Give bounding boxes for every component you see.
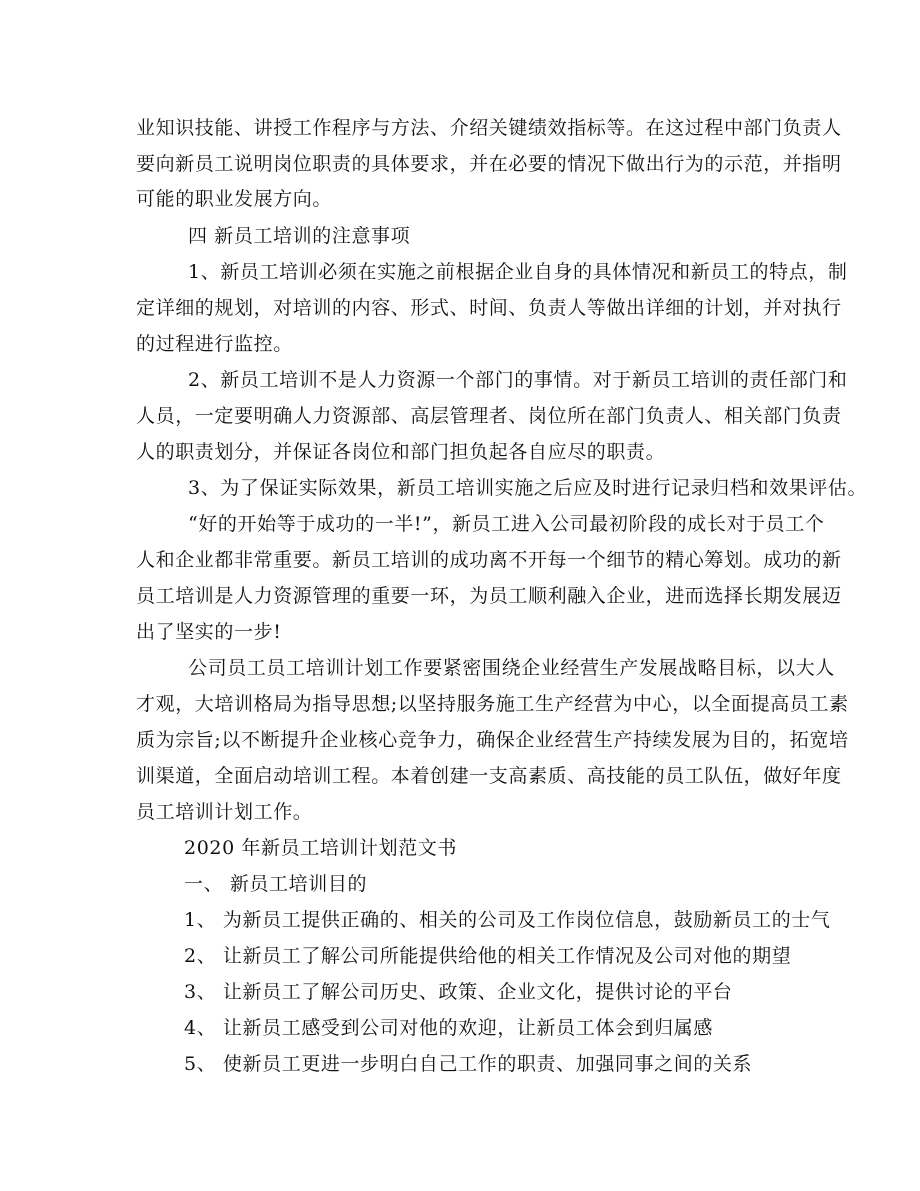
text-line: 公司员工员工培训计划工作要紧密围绕企业经营生产发展战略目标，以大人 [188,657,835,679]
text-line: 质为宗旨;以不断提升企业核心竞争力，确保企业经营生产持续发展为目的，拓宽培 [136,729,849,751]
text-line: 训渠道，全面启动培训工程。本着创建一支高素质、高技能的员工队伍，做好年度 [136,765,842,787]
text-line: 的过程进行监控。 [136,333,293,355]
section-heading: 四 新员工培训的注意事项 [188,225,411,247]
text-line: 3、为了保证实际效果，新员工培训实施之后应及时进行记录归档和效果评估。 [188,477,868,499]
list-item: 3、 让新员工了解公司历史、政策、企业文化，提供讨论的平台 [184,981,733,1003]
list-item: 4、 让新员工感受到公司对他的欢迎，让新员工体会到归属感 [184,1017,713,1039]
section-heading: 一、 新员工培训目的 [184,873,368,895]
document-title: 2020 年新员工培训计划范文书 [184,837,457,859]
text-line: 定详细的规划，对培训的内容、形式、时间、负责人等做出详细的计划，并对执行 [136,297,842,319]
list-item: 5、 使新员工更进一步明白自己工作的职责、加强同事之间的关系 [184,1053,753,1075]
list-item: 2、 让新员工了解公司所能提供给他的相关工作情况及公司对他的期望 [184,945,792,967]
text-line: 2、新员工培训不是人力资源一个部门的事情。对于新员工培训的责任部门和 [188,369,848,391]
text-line: “好的开始等于成功的一半!”，新员工进入公司最初阶段的成长对于员工个 [188,513,825,535]
text-line: 人和企业都非常重要。新员工培训的成功离不开每一个细节的精心筹划。成功的新 [136,549,842,571]
text-line: 业知识技能、讲授工作程序与方法、介绍关键绩效指标等。在这过程中部门负责人 [136,117,842,139]
list-item: 1、 为新员工提供正确的、相关的公司及工作岗位信息，鼓励新员工的士气 [184,909,831,931]
text-line: 要向新员工说明岗位职责的具体要求，并在必要的情况下做出行为的示范，并指明 [136,153,842,175]
text-line: 1、新员工培训必须在实施之前根据企业自身的具体情况和新员工的特点，制 [188,261,848,283]
text-line: 员工培训计划工作。 [136,801,313,823]
text-line: 人员，一定要明确人力资源部、高层管理者、岗位所在部门负责人、相关部门负责 [136,405,842,427]
text-line: 人的职责划分，并保证各岗位和部门担负起各自应尽的职责。 [136,441,666,463]
text-line: 员工培训是人力资源管理的重要一环，为员工顺利融入企业，进而选择长期发展迈 [136,585,842,607]
text-line: 才观，大培训格局为指导思想;以坚持服务施工生产经营为中心，以全面提高员工素 [136,693,849,715]
text-line: 出了坚实的一步! [136,621,282,643]
text-line: 可能的职业发展方向。 [136,188,333,210]
